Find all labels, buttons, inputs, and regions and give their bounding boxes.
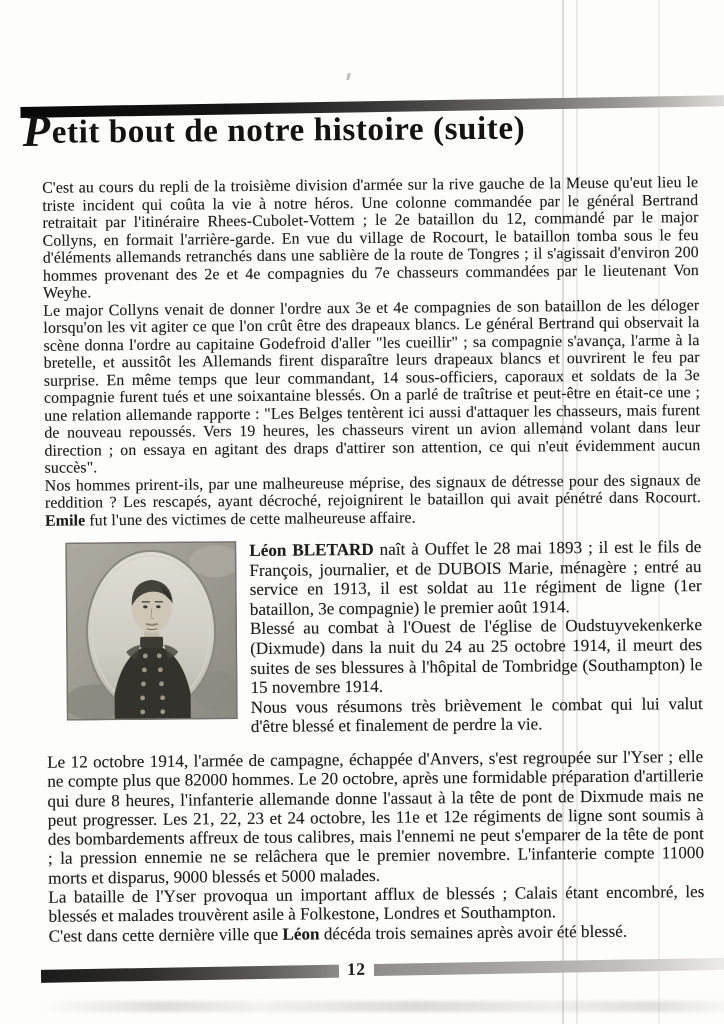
- story-paragraph-1: C'est au cours du repli de la troisième division d'armée sur la rive gauche de la Meuse qu'eut lieu le triste incident qui coûta la vie à notre héros. Une colonne commandée par le général Bertrand retraitait par l'itinéraire Rhees-Cubolet-Vottem ; le 2e bataillon du 12, commandé par le major Collyns, en formait l'arrière-garde. En vue du village de Rocourt, le bataillon tomba sous le feu d'éléments allemands retranchés dans une sablière de la route de Tongres ; il s'agissait d'environ 200 hommes provenant des 2e et 4e compagnies du 7e chasseurs commandées par le lieutenant Von Weyhe.: [42, 174, 699, 302]
- battle-paragraph-1: Le 12 octobre 1914, l'armée de campagne, échappée d'Anvers, s'est regroupée sur l'Yser ; elle ne compte plus que 82000 hommes. Le 20 octobre, après une formidable préparation d'artillerie qui dure 8 heures, l'infanterie allemande donne l'assaut à la tête de pont de Dixmude mais ne peut progresser. Les 21, 22, 23 et 24 octobre, les 11e et 12e régiments de ligne sont soumis à des bombardements affreux de tous calibres, mais l'ennemi ne peut s'emparer de la tête de pont ; la pression ennemie ne se relâchera que le premier novembre. L'infanterie compte 11000 morts et disparus, 9000 blessés et 5000 malades.: [47, 746, 705, 888]
- victim-name-emphasis: Emile: [44, 511, 86, 530]
- bio-paragraph-3: Nous vous résumons très brièvement le combat qui lui valut d'être blessé et finalement de perdre la vie.: [250, 693, 703, 737]
- battle-p3-text: C'est dans cette dernière ville que: [48, 924, 283, 946]
- title-text: etit bout de notre histoire (suite): [51, 110, 526, 151]
- article-body: [42, 174, 705, 946]
- story-paragraph-2: Le major Collyns venait de donner l'ordre aux 3e et 4e compagnies de son bataillon de les déloger lorsqu'on les vit agiter ce que l'on crût être des drapeaux blancs. Le général Bertrand qui observait la scène donna l'ordre au capitaine Godefroid d'aller "les cueillir" ; sa compagnie s'avança, l'arme à la bretelle, et aussitôt les Allemands firent disparaître leurs drapeaux blancs et ouvrirent le feu par surprise. En même temps que leur commandant, 14 sous-officiers, caporaux et soldats de la 3e compagnie furent tués et une soixantaine blessés. On a parlé de traîtrise et peut-être en était-ce une ; une relation allemande rapporte : "Les Belges tentèrent ici aussi d'attaquer les chasseurs, mais furent de nouveau repoussés. Vers 19 heures, les chasseurs virent un avion allemand volant dans leur direction ; on essaya en agitant des draps d'attirer son attention, ce qui n'eut évidemment aucun succès".: [43, 296, 701, 477]
- bio-paragraph-2: Blessé au combat à l'Ouest de l'église de Oudstuyvekenkerke (Dixmude) dans la nuit du 24 au 25 octobre 1914, il meurt des suites de ses blessures à l'hôpital de Tombridge (Southampton) le 15 novembre 1914.: [249, 615, 703, 698]
- subject-name-emphasis: Léon: [282, 923, 320, 944]
- biography-section: [45, 537, 703, 739]
- battle-p3-text-end: décéda trois semaines après avoir été blessé.: [319, 921, 628, 943]
- story-p3-text-end: fut l'une des victimes de cette malheureuse affaire.: [85, 509, 416, 529]
- portrait-illustration: [65, 541, 238, 720]
- footer-divider-bar: [41, 957, 724, 984]
- bio-paragraph-1: [249, 537, 702, 619]
- bio-p1-text: naît à Ouffet le 28 mai 1893 ; il est le fils de François, journalier, et de DUBOIS Marie, ménagère ; entré au service en 1913, il est soldat au 11e régiment de ligne (1er bataillon, 3e compagnie) le premier août 1914.: [249, 537, 702, 619]
- story-p3-text: Nos hommes prirent-ils, par une malheureuse méprise, des signaux de détresse pour des signaux de reddition ? Les rescapés, ayant décroché, rejoignirent le bataillon qui avait pénétré dans Rocourt.: [44, 471, 701, 512]
- battle-paragraph-2: La bataille de l'Yser provoqua un important afflux de blessés ; Calais étant encombré, les blessés et malades trouvèrent asile à Folkestone, Londres et Southampton.: [48, 882, 705, 927]
- portrait-photo: [65, 541, 238, 720]
- footer-bar-right-segment: [373, 957, 724, 975]
- biography-text: [249, 537, 703, 737]
- page-number: 12: [346, 958, 366, 979]
- page-title: [22, 105, 526, 156]
- story-paragraph-3: [45, 472, 701, 530]
- battle-section: [47, 747, 705, 946]
- subject-name-emphasis: Léon BLETARD: [249, 539, 374, 560]
- story-section: [42, 174, 701, 530]
- title-drop-initial: P: [22, 105, 51, 156]
- footer-bar-left-segment: [41, 965, 339, 983]
